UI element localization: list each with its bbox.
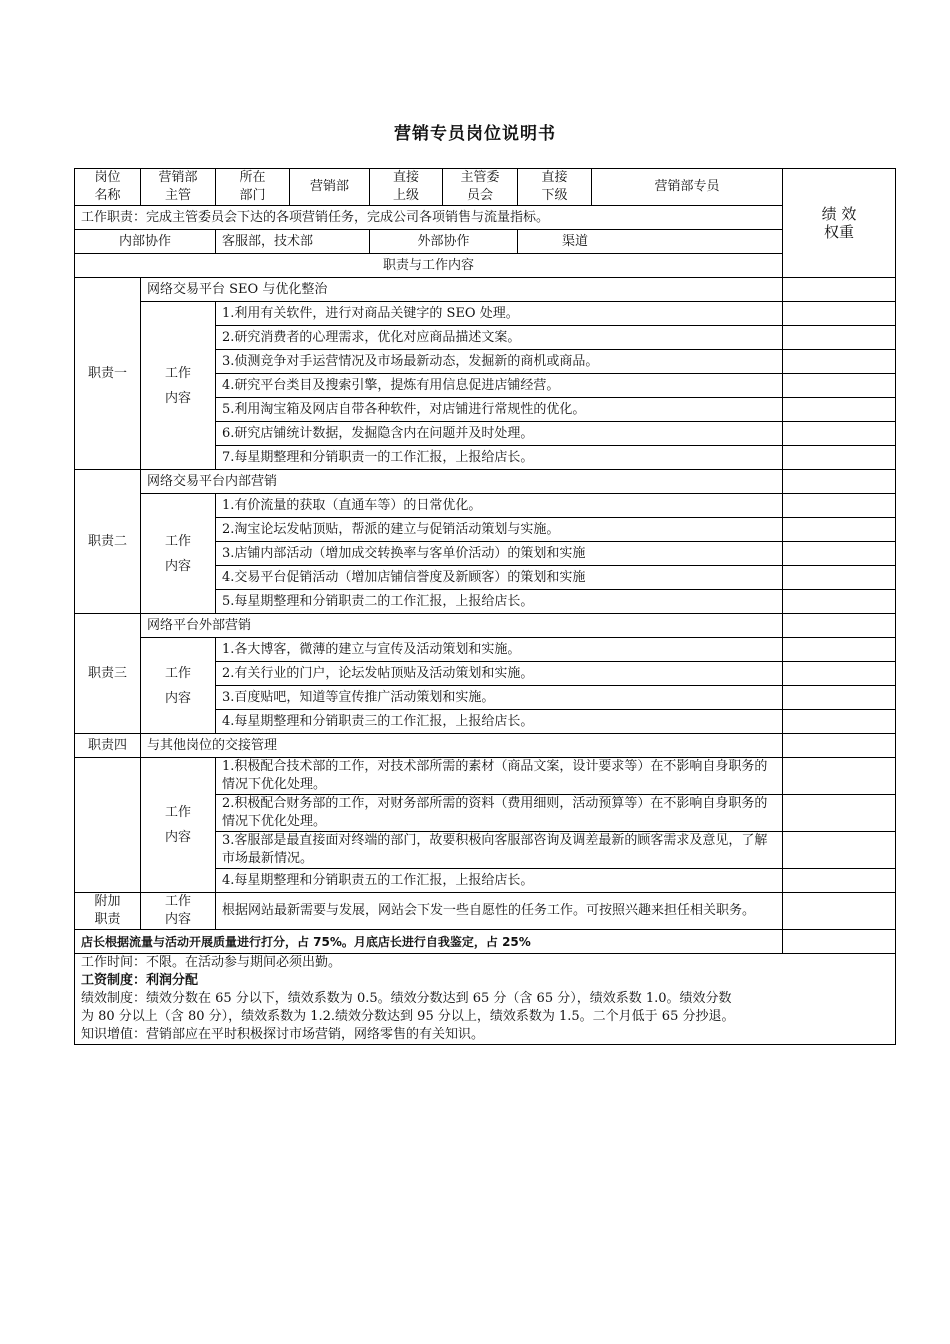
superior-label: 直接 上级 (370, 169, 443, 206)
position-value: 营销部 主管 (141, 169, 216, 206)
duty-item: 5.利用淘宝箱及网店自带各种软件，对店铺进行常规性的优化。 (216, 398, 783, 422)
extra-duty-label (75, 893, 141, 930)
work-content-label (141, 638, 216, 734)
duty-label: 职责三 (75, 614, 141, 734)
duty-label: 职责一 (75, 278, 141, 470)
salary-note: 工资制度：利润分配 (81, 973, 199, 988)
work-content-label (141, 893, 216, 930)
duty-item-row (75, 638, 896, 662)
duty-item-row (75, 494, 896, 518)
duty-label: 职责四 (75, 734, 141, 758)
job-description-table (74, 168, 896, 1045)
weight-cell (783, 795, 896, 832)
performance-weight-header: 绩 效 权重 (783, 169, 896, 278)
duty-summary: 工作职责：完成主管委员会下达的各项营销任务，完成公司各项销售与流量指标。 (75, 206, 783, 230)
duty-topic: 网络交易平台内部营销 (141, 470, 783, 494)
weight-cell (783, 350, 896, 374)
weight-cell (783, 494, 896, 518)
weight-cell (783, 710, 896, 734)
performance-note-line1: 绩效制度：绩效分数在 65 分以下，绩效系数为 0.5。绩效分数达到 65 分（含 65 分），绩效系数 1.0。绩效分数 (81, 991, 732, 1006)
duty-topic-row (75, 734, 896, 758)
duty-topic: 网络交易平台 SEO 与优化整治 (141, 278, 783, 302)
duty-topic-row (75, 278, 896, 302)
work-content-text: 工作 内容 (164, 533, 191, 574)
duty-item: 1.积极配合技术部的工作，对技术部所需的素材（商品文案，设计要求等）在不影响自身职务的情况下优化处理。 (216, 758, 783, 795)
section-heading-row (75, 254, 896, 278)
scoring-rule: 店长根据流量与活动开展质量进行打分，占 75%。月底店长进行自我鉴定，占 25% (75, 930, 783, 954)
weight-cell (783, 566, 896, 590)
weight-cell (783, 686, 896, 710)
superior-value: 主管委 员会 (443, 169, 518, 206)
notes-row (75, 954, 896, 1045)
weight-cell (783, 758, 896, 795)
weight-cell (783, 614, 896, 638)
duty-topic: 与其他岗位的交接管理 (141, 734, 783, 758)
weight-cell (783, 662, 896, 686)
duty-item: 1.各大博客，微薄的建立与宣传及活动策划和实施。 (216, 638, 783, 662)
extra-duty-row (75, 893, 896, 930)
weight-cell (783, 590, 896, 614)
duty-item: 4.每星期整理和分销职责三的工作汇报，上报给店长。 (216, 710, 783, 734)
duty-item: 2.淘宝论坛发帖顶贴，帮派的建立与促销活动策划与实施。 (216, 518, 783, 542)
duty-item: 2.积极配合财务部的工作，对财务部所需的资料（费用细则，活动预算等）在不影响自身职务的情况下优化处理。 (216, 795, 783, 832)
weight-cell (783, 302, 896, 326)
duty-item: 7.每星期整理和分销职责一的工作汇报，上报给店长。 (216, 446, 783, 470)
section-heading: 职责与工作内容 (75, 254, 783, 278)
subordinate-label: 直接 下级 (518, 169, 592, 206)
scoring-row (75, 930, 896, 954)
weight-cell (783, 518, 896, 542)
notes-block (75, 954, 896, 1045)
duty-item: 2.研究消费者的心理需求，优化对应商品描述文案。 (216, 326, 783, 350)
work-content-text: 工作 内容 (164, 365, 191, 406)
duty-item: 4.研究平台类目及搜索引擎，提炼有用信息促进店铺经营。 (216, 374, 783, 398)
document-title: 营销专员岗位说明书 (394, 124, 556, 144)
header-row (75, 169, 896, 206)
work-content-label (141, 758, 216, 893)
weight-cell (783, 374, 896, 398)
duty-item: 3.客服部是最直接面对终端的部门，故要积极向客服部咨询及调差最新的顾客需求及意见，了解市场最新情况。 (216, 832, 783, 869)
weight-cell (783, 326, 896, 350)
work-content-text: 工作 内容 (164, 894, 191, 927)
weight-cell (783, 542, 896, 566)
duty-item: 1.有价流量的获取（直通车等）的日常优化。 (216, 494, 783, 518)
duty-topic-row (75, 470, 896, 494)
duty-item: 4.每星期整理和分销职责五的工作汇报，上报给店长。 (216, 869, 783, 893)
extra-duty-label-text: 附加 职责 (94, 894, 121, 927)
duty-topic-row (75, 614, 896, 638)
weight-cell (783, 398, 896, 422)
work-time-note: 工作时间：不限。在活动参与期间必须出勤。 (81, 955, 342, 970)
duty-topic: 网络平台外部营销 (141, 614, 783, 638)
duty-item: 3.店铺内部活动（增加成交转换率与客单价活动）的策划和实施 (216, 542, 783, 566)
duty-item: 3.侦测竞争对手运营情况及市场最新动态，发掘新的商机或商品。 (216, 350, 783, 374)
weight-cell (783, 734, 896, 758)
weight-cell (783, 446, 896, 470)
position-label: 岗位 名称 (75, 169, 141, 206)
duty-blank-cell (75, 758, 141, 893)
internal-cooperation-label: 内部协作 (75, 230, 216, 254)
weight-cell (783, 832, 896, 869)
work-content-text: 工作 内容 (164, 805, 191, 845)
weight-cell (783, 470, 896, 494)
performance-note-line2: 为 80 分以上（含 80 分），绩效系数为 1.2.绩效分数达到 95 分以上，绩效系数为 1.5。二个月低于 65 分抄退。 (81, 1009, 735, 1024)
duty-item: 2.有关行业的门户，论坛发帖顶贴及活动策划和实施。 (216, 662, 783, 686)
weight-cell (783, 422, 896, 446)
dept-value: 营销部 (290, 169, 370, 206)
weight-cell (783, 930, 896, 954)
dept-label: 所在 部门 (216, 169, 290, 206)
duty-item: 1.利用有关软件，进行对商品关键字的 SEO 处理。 (216, 302, 783, 326)
weight-cell (783, 638, 896, 662)
weight-cell (783, 278, 896, 302)
duty-item: 3.百度贴吧，知道等宣传推广活动策划和实施。 (216, 686, 783, 710)
internal-cooperation-value: 客服部，技术部 (216, 230, 370, 254)
duty-item: 6.研究店铺统计数据，发掘隐含内在问题并及时处理。 (216, 422, 783, 446)
weight-cell (783, 869, 896, 893)
subordinate-value: 营销部专员 (592, 169, 783, 206)
cooperation-row (75, 230, 896, 254)
duty-item: 5.每星期整理和分销职责二的工作汇报，上报给店长。 (216, 590, 783, 614)
external-cooperation-value: 渠道 (518, 230, 783, 254)
weight-cell (783, 893, 896, 930)
work-content-label (141, 302, 216, 470)
duty-summary-row (75, 206, 896, 230)
duty-label: 职责二 (75, 470, 141, 614)
knowledge-note: 知识增值：营销部应在平时积极探讨市场营销，网络零售的有关知识。 (81, 1027, 485, 1042)
duty-item: 4.交易平台促销活动（增加店铺信誉度及新顾客）的策划和实施 (216, 566, 783, 590)
duty-item-row (75, 302, 896, 326)
duty-item-row (75, 758, 896, 795)
extra-duty-content: 根据网站最新需要与发展，网站会下发一些自愿性的任务工作。可按照兴趣来担任相关职务。 (216, 893, 783, 930)
work-content-label (141, 494, 216, 614)
work-content-text: 工作 内容 (164, 665, 191, 706)
external-cooperation-label: 外部协作 (370, 230, 518, 254)
